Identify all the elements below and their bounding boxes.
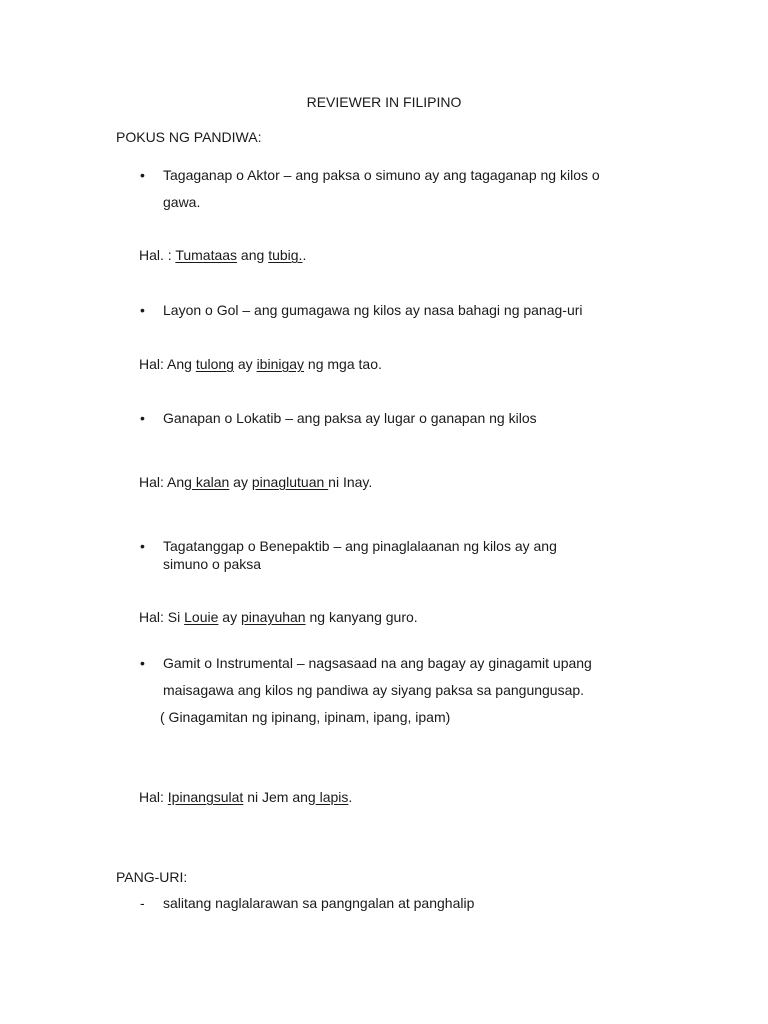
section-heading-panguri: PANG-URI: [116,869,188,885]
example-text: . [348,789,353,805]
example-underlined-word: lapis [315,789,349,805]
example-underlined-word: Louie [184,609,219,625]
definition-line: maisagawa ang kilos ng pandiwa ay siyang paksa sa pangungusap. [163,682,585,698]
example-underlined-word: tulong [195,356,234,372]
bullet-marker: • [140,302,145,318]
definition-line: simuno o paksa [163,556,262,572]
dash-marker: - [140,895,145,911]
example-text: ni Jem ang [243,789,316,805]
example-underlined-word: ibinigay [256,356,305,372]
example-text: ng mga tao. [304,356,382,372]
usage-note: ( Ginagamitan ng ipinang, ipinam, ipang, ipam) [160,709,451,725]
definition-line: salitang naglalarawan sa pangngalan at panghalip [163,895,475,911]
example-underlined-word: Ipinangsulat [167,789,244,805]
bullet-marker: • [140,167,145,183]
example-underlined-word: pinayuhan [240,609,306,625]
example-sentence [139,788,352,806]
example-text: ay [229,474,252,490]
example-text: Hal. : [139,247,176,263]
example-sentence [139,246,306,264]
example-text: ng kanyang guro. [305,609,418,625]
example-text: ni Inay. [328,474,373,490]
definition-line: Gamit o Instrumental – nagsasaad na ang bagay ay ginagamit upang [163,655,592,671]
example-sentence [139,473,372,491]
example-sentence [139,355,382,373]
example-text: Hal: Si [139,609,185,625]
definition-line: Tagaganap o Aktor – ang paksa o simuno ay ang tagaganap ng kilos o [163,167,600,183]
example-underlined-word: kalan [191,474,230,490]
document-title: REVIEWER IN FILIPINO [306,94,462,110]
example-underlined-word: Tumataas [175,247,238,263]
bullet-marker: • [140,410,145,426]
example-sentence [139,608,418,626]
definition-line: Tagatanggap o Benepaktib – ang pinaglalaanan ng kilos ay ang [163,538,557,554]
example-text: Hal: [139,789,168,805]
example-underlined-word: pinaglutuan [251,474,329,490]
definition-line: Ganapan o Lokatib – ang paksa ay lugar o ganapan ng kilos [163,410,537,426]
example-underlined-word: tubig. [268,247,303,263]
example-text: ang [237,247,269,263]
definition-line: Layon o Gol – ang gumagawa ng kilos ay nasa bahagi ng panag-uri [163,302,583,318]
example-text: . [302,247,307,263]
definition-line: gawa. [163,194,201,210]
example-text: Hal: Ang [139,474,192,490]
example-text: ay [218,609,241,625]
bullet-marker: • [140,538,145,554]
example-text: ay [233,356,257,372]
example-text: Hal: Ang [139,356,196,372]
bullet-marker: • [140,655,145,671]
section-heading-pokus: POKUS NG PANDIWA: [116,129,262,145]
